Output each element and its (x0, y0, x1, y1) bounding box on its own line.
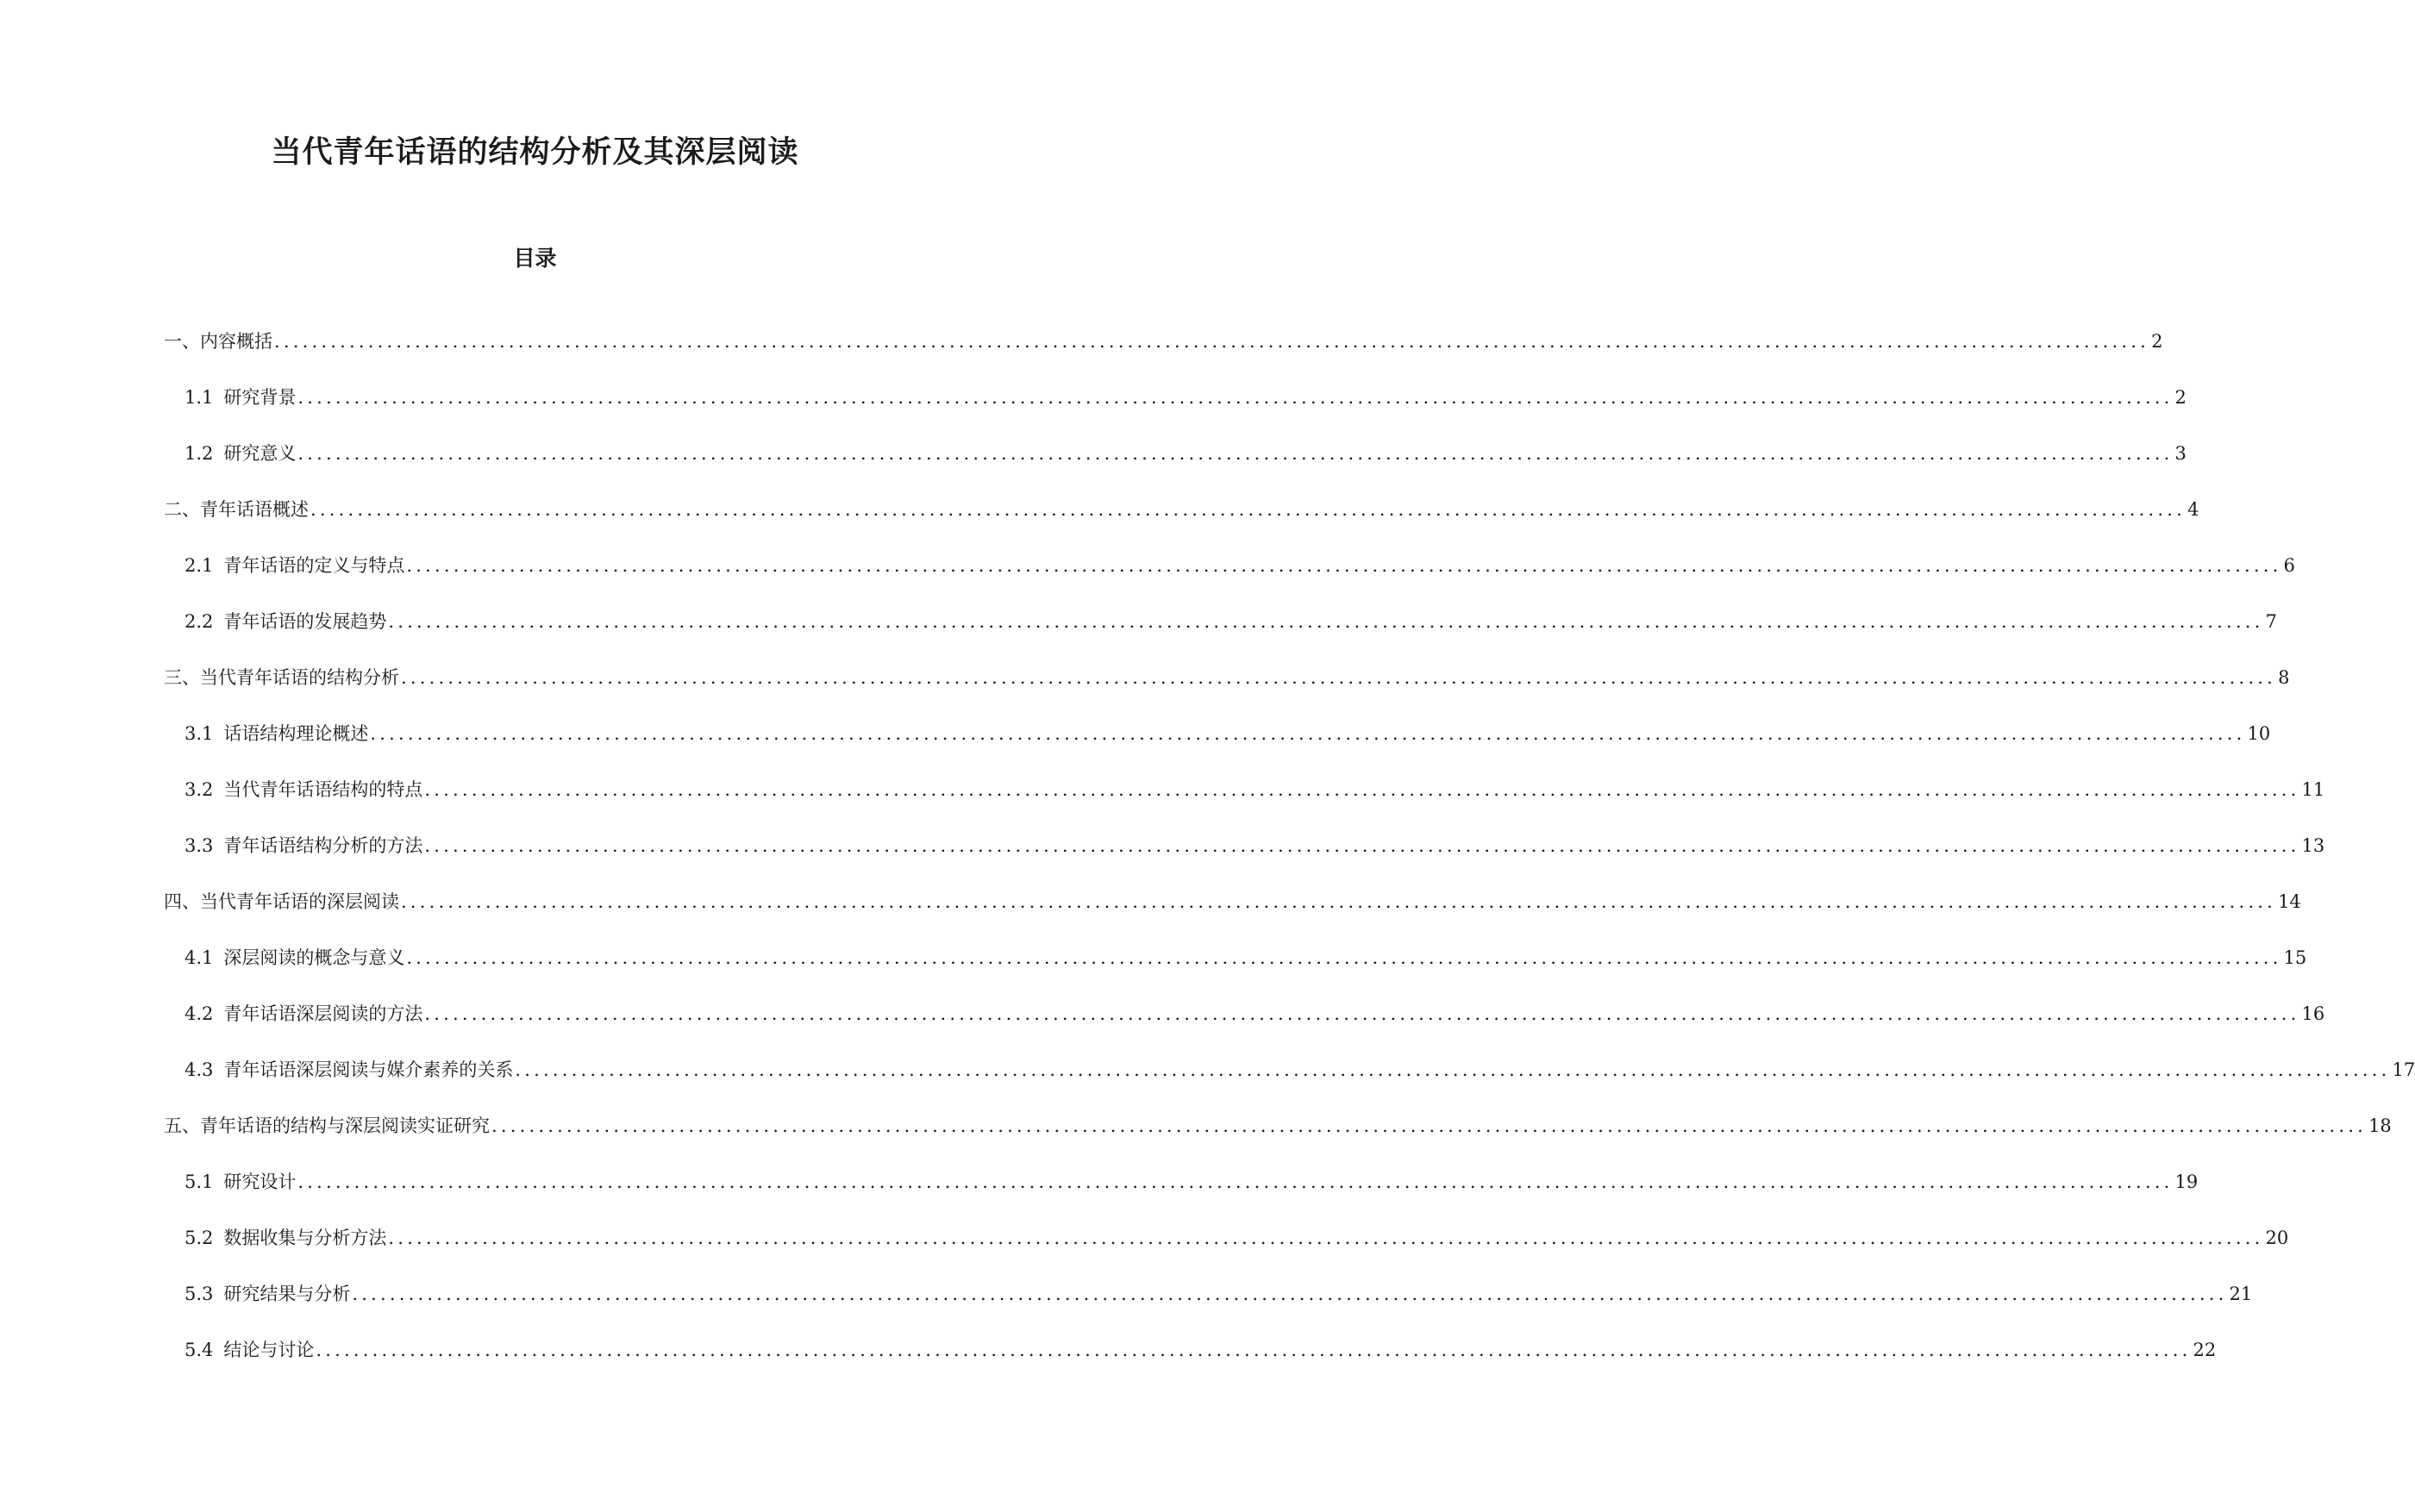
toc-entry-title: 青年话语的定义与特点 (223, 555, 405, 576)
toc-entry-number: 2.2 (185, 611, 214, 632)
toc-entry-title: 青年话语深层阅读的方法 (223, 1003, 423, 1024)
toc-entry-number: 二、 (164, 499, 200, 520)
toc-entry-title: 研究设计 (223, 1171, 297, 1192)
toc-entry-number: 4.2 (185, 1003, 214, 1024)
toc-entry[interactable] (185, 1281, 2253, 1337)
toc-dot-leader: ........................................................................................................................................................................................................ (406, 947, 2282, 968)
toc-entry-page-number: 17 (2392, 1059, 2415, 1080)
toc-entry[interactable] (185, 440, 2187, 497)
toc-dot-leader: ........................................................................................................................................................................................................ (424, 835, 2300, 856)
toc-entry-number: 2.1 (185, 555, 214, 576)
toc-dot-leader: ........................................................................................................................................................................................................ (310, 499, 2187, 520)
toc-dot-leader: ........................................................................................................................................................................................................ (297, 443, 2174, 464)
toc-entry-title: 当代青年话语的深层阅读 (200, 891, 399, 912)
toc-entry-number: 5.4 (185, 1340, 214, 1360)
toc-entry[interactable] (164, 1113, 2392, 1169)
toc-entry[interactable] (185, 721, 2271, 777)
toc-entry-title: 青年话语的发展趋势 (223, 611, 387, 632)
toc-entry-number: 五、 (164, 1115, 200, 1136)
toc-entry-title: 研究意义 (223, 443, 297, 464)
toc-entry[interactable] (164, 889, 2301, 945)
toc-entry[interactable] (185, 553, 2295, 609)
toc-entry-page-number: 10 (2247, 723, 2271, 744)
toc-entry-number: 3.2 (185, 779, 214, 800)
toc-entry[interactable] (185, 1225, 2289, 1281)
toc-entry-number: 5.1 (185, 1171, 214, 1192)
toc-entry-page-number: 20 (2265, 1228, 2289, 1248)
toc-entry-number: 四、 (164, 891, 200, 912)
toc-entry-page-number: 15 (2283, 947, 2307, 968)
toc-entry-page-number: 7 (2265, 611, 2277, 632)
toc-entry[interactable] (164, 497, 2199, 553)
toc-entry-title: 内容概括 (200, 331, 272, 352)
toc-entry-number: 4.1 (185, 947, 214, 968)
toc-entry-number: 4.3 (185, 1059, 214, 1080)
toc-entry-title: 当代青年话语结构的特点 (223, 779, 423, 800)
toc-dot-leader: ........................................................................................................................................................................................................ (370, 723, 2246, 744)
toc-entry-page-number: 2 (2151, 331, 2163, 352)
toc-dot-leader: ........................................................................................................................................................................................................ (491, 1115, 2368, 1136)
toc-entry[interactable] (185, 945, 2307, 1001)
toc-entry-number: 5.2 (185, 1228, 214, 1248)
toc-dot-leader: ........................................................................................................................................................................................................ (406, 555, 2282, 576)
toc-entry-title: 深层阅读的概念与意义 (223, 947, 405, 968)
toc-dot-leader: ........................................................................................................................................................................................................ (388, 611, 2264, 632)
toc-dot-leader: ........................................................................................................................................................................................................ (297, 1171, 2174, 1192)
toc-entry-title: 研究背景 (223, 387, 297, 408)
toc-entry[interactable] (164, 328, 2163, 384)
toc-entry-page-number: 8 (2278, 667, 2290, 688)
toc-entry-page-number: 18 (2368, 1115, 2392, 1136)
toc-entry-page-number: 14 (2278, 891, 2301, 912)
toc-dot-leader: ........................................................................................................................................................................................................ (401, 667, 2277, 688)
toc-dot-leader: ........................................................................................................................................................................................................ (316, 1340, 2192, 1360)
toc-dot-leader: ........................................................................................................................................................................................................ (274, 331, 2150, 352)
toc-entry-title: 结论与讨论 (223, 1340, 315, 1360)
toc-entry-number: 一、 (164, 331, 200, 352)
toc-entry-number: 1.2 (185, 443, 214, 464)
toc-entry[interactable] (164, 665, 2290, 721)
toc-entry[interactable] (185, 1057, 2415, 1113)
toc-entry-page-number: 2 (2174, 387, 2187, 408)
toc-dot-leader: ........................................................................................................................................................................................................ (388, 1228, 2264, 1248)
toc-entry-title: 话语结构理论概述 (223, 723, 369, 744)
toc-dot-leader: ........................................................................................................................................................................................................ (352, 1284, 2228, 1304)
toc-entry-page-number: 22 (2193, 1340, 2217, 1360)
toc-entry[interactable] (185, 1337, 2217, 1393)
toc-entry[interactable] (185, 1001, 2325, 1057)
toc-entry-number: 3.1 (185, 723, 214, 744)
toc-entry-page-number: 6 (2283, 555, 2295, 576)
table-of-contents (0, 328, 2415, 1393)
toc-entry-number: 1.1 (185, 387, 214, 408)
toc-entry-number: 3.3 (185, 835, 214, 856)
toc-entry-title: 青年话语的结构与深层阅读实证研究 (200, 1115, 490, 1136)
toc-entry[interactable] (185, 609, 2277, 665)
toc-dot-leader: ........................................................................................................................................................................................................ (515, 1059, 2391, 1080)
toc-entry-page-number: 21 (2229, 1284, 2253, 1304)
toc-entry-page-number: 11 (2301, 779, 2325, 800)
toc-dot-leader: ........................................................................................................................................................................................................ (401, 891, 2277, 912)
toc-entry-title: 青年话语深层阅读与媒介素养的关系 (223, 1059, 514, 1080)
toc-entry-number: 三、 (164, 667, 200, 688)
toc-entry-page-number: 3 (2174, 443, 2187, 464)
toc-entry-title: 青年话语概述 (200, 499, 309, 520)
toc-entry[interactable] (185, 833, 2325, 889)
toc-entry[interactable] (185, 1169, 2199, 1225)
toc-entry-number: 5.3 (185, 1284, 214, 1304)
toc-dot-leader: ........................................................................................................................................................................................................ (424, 1003, 2300, 1024)
toc-entry-title: 研究结果与分析 (223, 1284, 351, 1304)
document-title: 当代青年话语的结构分析及其深层阅读 (271, 135, 799, 170)
toc-dot-leader: ........................................................................................................................................................................................................ (297, 387, 2174, 408)
toc-heading: 目录 (513, 246, 557, 271)
toc-entry-title: 当代青年话语的结构分析 (200, 667, 399, 688)
toc-dot-leader: ........................................................................................................................................................................................................ (424, 779, 2300, 800)
toc-entry[interactable] (185, 777, 2325, 833)
toc-entry-page-number: 16 (2301, 1003, 2325, 1024)
toc-entry-title: 数据收集与分析方法 (223, 1228, 387, 1248)
toc-entry-page-number: 4 (2187, 499, 2199, 520)
toc-entry[interactable] (185, 384, 2187, 440)
toc-entry-page-number: 19 (2174, 1171, 2199, 1192)
toc-entry-page-number: 13 (2301, 835, 2325, 856)
toc-entry-title: 青年话语结构分析的方法 (223, 835, 423, 856)
